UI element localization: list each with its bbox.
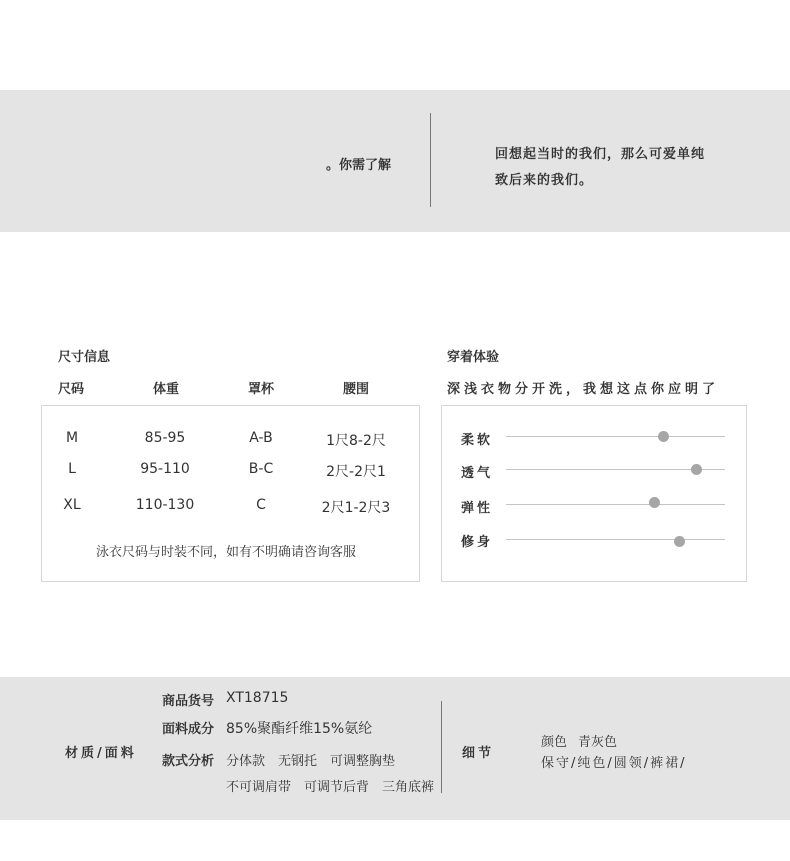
intro-divider — [430, 113, 431, 207]
size-header-cup: 罩杯 — [248, 382, 275, 397]
size-cell: L — [68, 461, 76, 477]
color-value: 青灰色 — [578, 735, 618, 750]
material-label: 材质/面料 — [65, 746, 137, 761]
cup-cell: B-C — [248, 461, 274, 477]
intro-left-text: 。你需了解 — [326, 158, 392, 173]
size-header-weight: 体重 — [153, 382, 180, 397]
weight-cell: 85-95 — [144, 430, 186, 446]
size-header-waist: 腰围 — [343, 382, 370, 397]
weight-cell: 95-110 — [140, 461, 190, 477]
fabric-value: 85%聚酯纤维15%氨纶 — [226, 721, 373, 737]
size-section-title: 尺寸信息 — [58, 350, 111, 365]
style-key: 款式分析 — [162, 754, 215, 769]
color-key: 颜色 — [541, 735, 568, 750]
detail-tags: 保守/纯色/圆领/裤裙/ — [541, 756, 687, 771]
attribute-level-marker — [674, 536, 685, 547]
attribute-track — [506, 436, 725, 437]
waist-cell: 2尺-2尺1 — [326, 464, 386, 480]
detail-label: 细节 — [462, 746, 495, 761]
size-header-size: 尺码 — [58, 382, 85, 397]
intro-right-line-1: 回想起当时的我们，那么可爱单纯 — [495, 147, 706, 162]
intro-right-line-2: 致后来的我们。 — [495, 173, 594, 188]
attribute-label: 柔软 — [461, 433, 494, 448]
cup-cell: C — [256, 497, 266, 513]
attribute-label: 修身 — [461, 535, 494, 550]
cup-cell: A-B — [249, 430, 273, 446]
size-note: 泳衣尺码与时装不同，如有不明确请咨询客服 — [96, 545, 357, 560]
size-cell: M — [65, 430, 79, 446]
attribute-track — [506, 504, 725, 505]
attribute-label: 透气 — [461, 466, 494, 481]
experience-section-title: 穿着体验 — [447, 350, 500, 365]
style-value-cont: 不可调肩带 可调节后背 三角底裤 — [226, 780, 435, 795]
style-value: 分体款 无钢托 可调整胸垫 — [226, 754, 396, 769]
attribute-label: 弹性 — [461, 501, 494, 516]
attribute-track — [506, 539, 725, 540]
fabric-key: 面料成分 — [162, 722, 215, 737]
weight-cell: 110-130 — [135, 497, 195, 513]
attribute-level-marker — [691, 464, 702, 475]
waist-cell: 1尺8-2尺 — [326, 433, 386, 449]
item-number-value: XT18715 — [226, 690, 289, 706]
details-divider — [441, 701, 442, 793]
experience-subtitle: 深浅衣物分开洗，我想这点你应明了 — [447, 382, 720, 397]
waist-cell: 2尺1-2尺3 — [321, 500, 391, 516]
item-number-key: 商品货号 — [162, 694, 215, 709]
size-cell: XL — [63, 497, 81, 513]
